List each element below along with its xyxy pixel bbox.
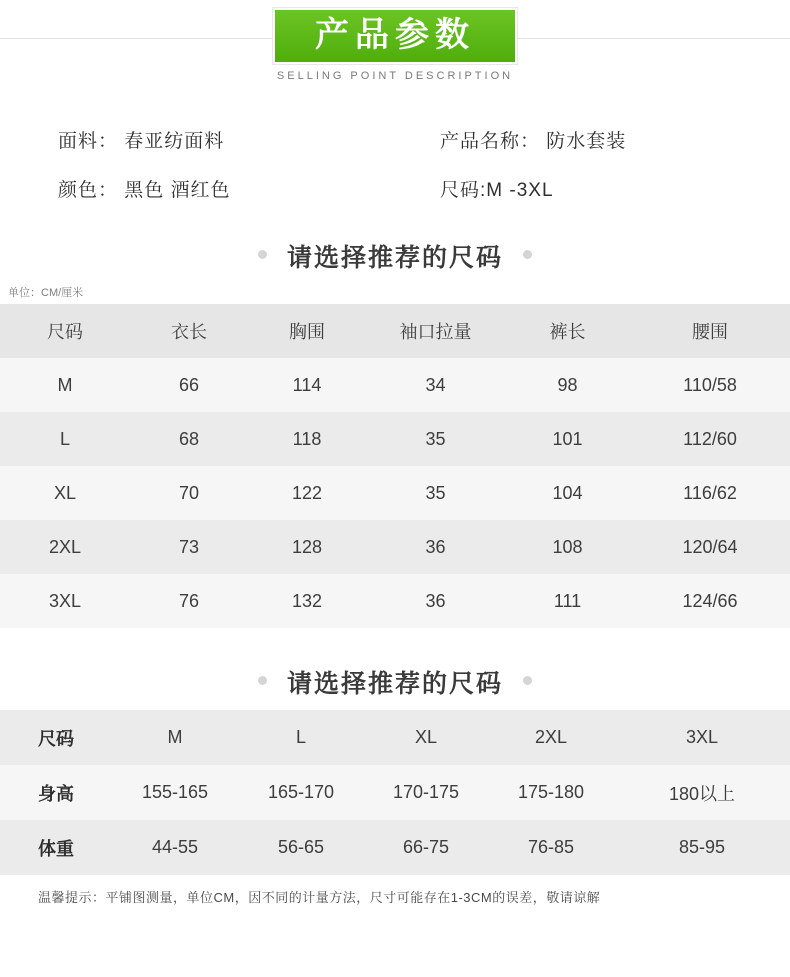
- bullet-dot-icon: [258, 250, 267, 259]
- table-row: [0, 710, 790, 765]
- table-row: [0, 466, 790, 520]
- cell-size: 2XL: [488, 710, 614, 765]
- table-row: [0, 820, 790, 875]
- cell-pants-length: 108: [505, 520, 630, 574]
- cell-weight: 85-95: [614, 820, 790, 875]
- cell-waist: 124/66: [630, 574, 790, 628]
- cell-length: 76: [130, 574, 248, 628]
- row-header-weight: 体重: [0, 820, 112, 875]
- cell-bust: 122: [248, 466, 366, 520]
- cell-waist: 120/64: [630, 520, 790, 574]
- cell-size: 3XL: [0, 574, 130, 628]
- bullet-dot-icon: [523, 676, 532, 685]
- spec-material: 面料： 春亚纺面料: [58, 131, 225, 152]
- cell-size: L: [0, 412, 130, 466]
- fit-section-heading-label: 请选择推荐的尺码: [286, 670, 503, 698]
- page-title-banner: [273, 8, 517, 64]
- spec-row: [58, 126, 732, 153]
- table-row: [0, 358, 790, 412]
- cell-size: XL: [364, 710, 488, 765]
- cell-cuff: 35: [366, 412, 505, 466]
- spec-product-name: 产品名称： 防水套装: [440, 131, 627, 152]
- size-section-heading-label: 请选择推荐的尺码: [286, 244, 503, 272]
- unit-note: 单位：CM/厘米: [8, 287, 84, 299]
- page-subtitle: SELLING POINT DESCRIPTION: [276, 70, 514, 82]
- cell-height: 165-170: [238, 765, 364, 820]
- size-measurement-table: [0, 304, 790, 628]
- cell-bust: 132: [248, 574, 366, 628]
- column-header: 腰围: [630, 304, 790, 358]
- cell-length: 66: [130, 358, 248, 412]
- cell-height: 175-180: [488, 765, 614, 820]
- table-row: [0, 765, 790, 820]
- cell-size: M: [112, 710, 238, 765]
- cell-pants-length: 101: [505, 412, 630, 466]
- footnote: 温馨提示：平铺图测量，单位CM，因不同的计量方法，尺寸可能存在1-3CM的误差，敬请谅解: [38, 890, 601, 905]
- cell-cuff: 34: [366, 358, 505, 412]
- table-row: [0, 574, 790, 628]
- table-header-row: [0, 304, 790, 358]
- bullet-dot-icon: [258, 676, 267, 685]
- cell-length: 68: [130, 412, 248, 466]
- fit-recommendation-table: [0, 710, 790, 875]
- size-section-heading: [0, 238, 790, 274]
- column-header: 袖口拉量: [366, 304, 505, 358]
- cell-weight: 66-75: [364, 820, 488, 875]
- table-row: [0, 412, 790, 466]
- cell-size: 3XL: [614, 710, 790, 765]
- spec-size-range: 尺码:M -3XL: [440, 180, 554, 201]
- column-header: 衣长: [130, 304, 248, 358]
- row-header-height: 身高: [0, 765, 112, 820]
- column-header: 尺码: [0, 304, 130, 358]
- cell-pants-length: 111: [505, 574, 630, 628]
- cell-cuff: 36: [366, 574, 505, 628]
- cell-length: 73: [130, 520, 248, 574]
- page-title: 产品参数: [315, 16, 475, 54]
- cell-waist: 110/58: [630, 358, 790, 412]
- cell-waist: 112/60: [630, 412, 790, 466]
- cell-cuff: 35: [366, 466, 505, 520]
- row-header-size: 尺码: [0, 710, 112, 765]
- cell-length: 70: [130, 466, 248, 520]
- cell-weight: 56-65: [238, 820, 364, 875]
- cell-height: 170-175: [364, 765, 488, 820]
- cell-waist: 116/62: [630, 466, 790, 520]
- cell-height: 180以上: [614, 765, 790, 820]
- cell-bust: 114: [248, 358, 366, 412]
- column-header: 胸围: [248, 304, 366, 358]
- bullet-dot-icon: [523, 250, 532, 259]
- cell-pants-length: 98: [505, 358, 630, 412]
- cell-size: 2XL: [0, 520, 130, 574]
- cell-size: M: [0, 358, 130, 412]
- cell-bust: 118: [248, 412, 366, 466]
- spec-row: [58, 175, 732, 202]
- cell-bust: 128: [248, 520, 366, 574]
- cell-size: L: [238, 710, 364, 765]
- page-header: [0, 0, 790, 98]
- column-header: 裤长: [505, 304, 630, 358]
- cell-weight: 44-55: [112, 820, 238, 875]
- fit-section-heading: [0, 664, 790, 700]
- table-row: [0, 520, 790, 574]
- cell-size: XL: [0, 466, 130, 520]
- cell-cuff: 36: [366, 520, 505, 574]
- cell-weight: 76-85: [488, 820, 614, 875]
- cell-height: 155-165: [112, 765, 238, 820]
- cell-pants-length: 104: [505, 466, 630, 520]
- product-spec-block: [0, 126, 790, 202]
- spec-color: 颜色： 黑色 酒红色: [58, 180, 231, 201]
